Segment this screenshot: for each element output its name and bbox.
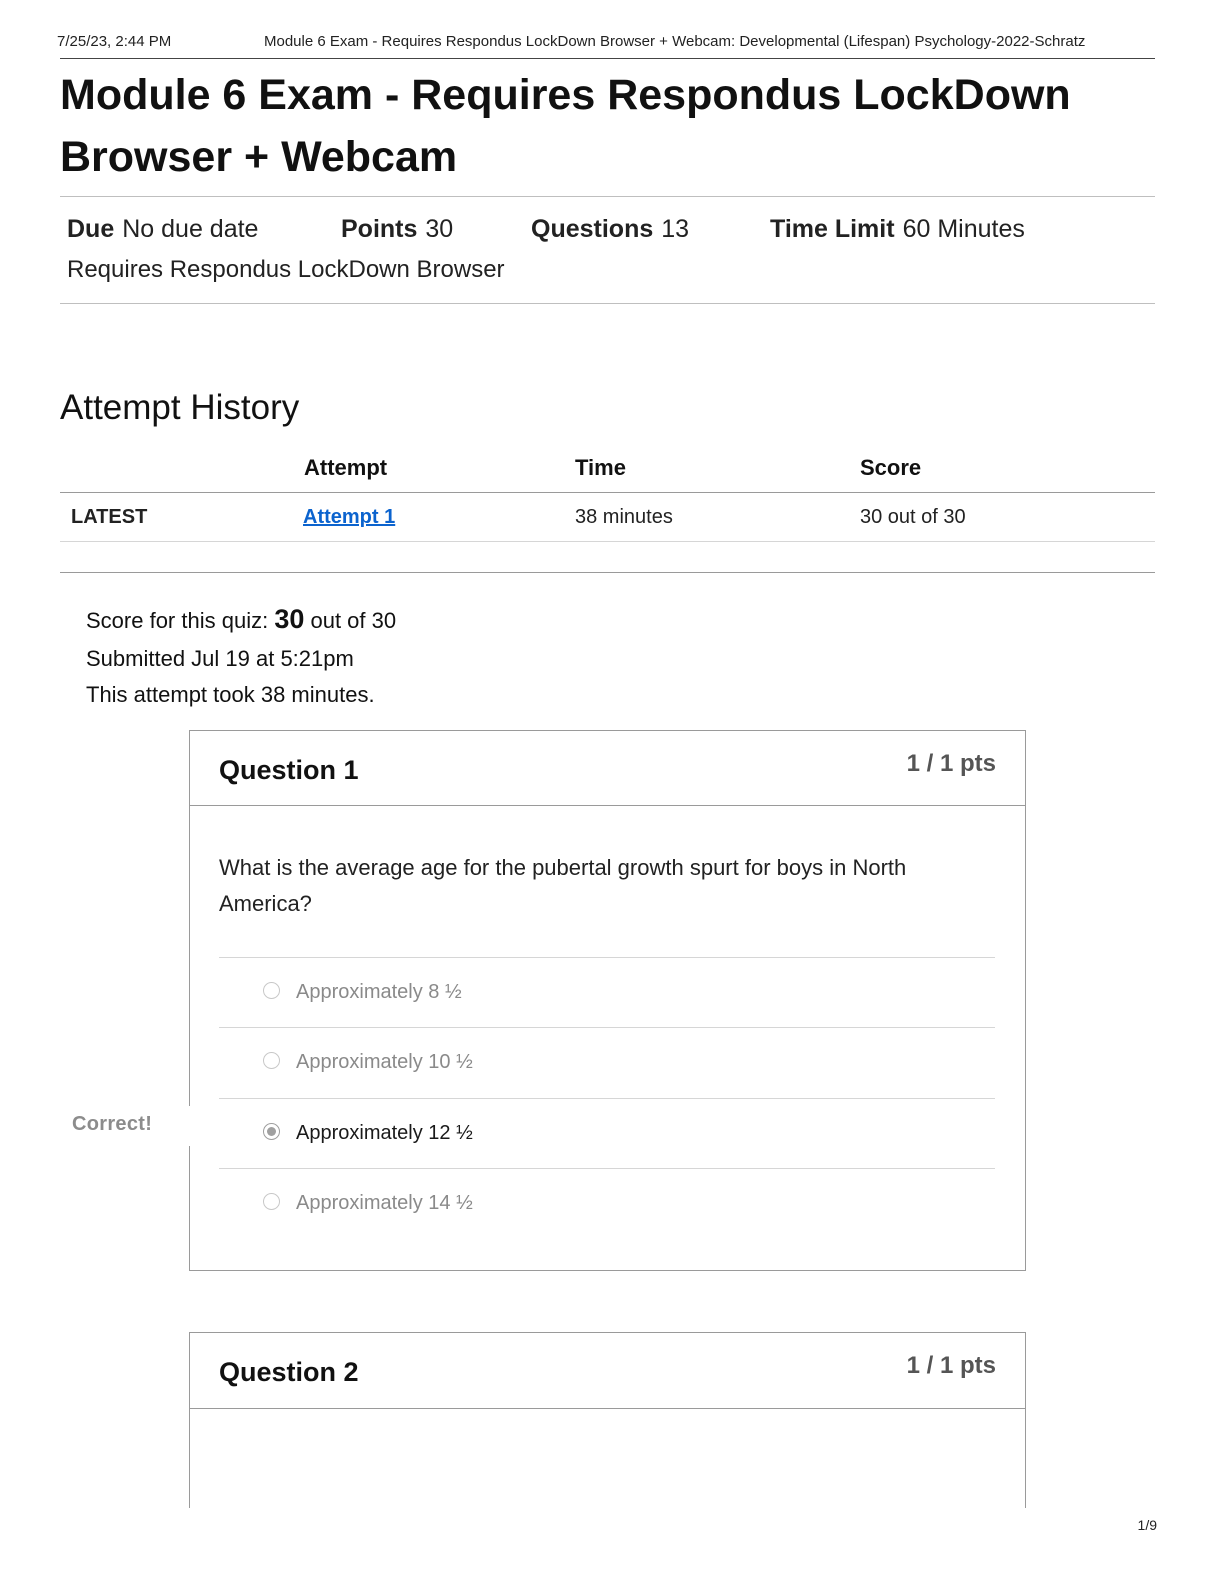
attempt-row-tag: LATEST <box>71 506 148 528</box>
correct-marker-gap <box>188 1106 191 1146</box>
column-header-time: Time <box>575 455 626 480</box>
title-divider <box>60 196 1155 197</box>
answer-option-3 <box>219 1098 995 1169</box>
quiz-score-suffix: out of 30 <box>304 608 397 633</box>
radio-selected-icon <box>263 1123 280 1140</box>
page-number: 1/9 <box>1137 1517 1157 1533</box>
print-page-title: Module 6 Exam - Requires Respondus LockDown Browser + Webcam: Developmental (Lifespan) Psychology-2022-Schratz <box>264 33 1086 50</box>
attempt-duration: This attempt took 38 minutes. <box>86 682 375 707</box>
attempt-row-score: 30 out of 30 <box>860 506 966 528</box>
answer-option-4 <box>219 1168 995 1239</box>
answer-option-1 <box>219 957 995 1028</box>
question-2-card <box>189 1332 1026 1533</box>
exam-title: Module 6 Exam - Requires Respondus LockDown Browser + Webcam <box>60 71 1071 181</box>
meta-questions-label: Questions <box>531 215 654 243</box>
attempt-row-time: 38 minutes <box>575 506 673 528</box>
header-divider <box>60 58 1155 59</box>
question-2-header <box>190 1333 1025 1409</box>
meta-points <box>341 215 453 244</box>
question-2-title: Question 2 <box>219 1357 359 1387</box>
lockdown-note: Requires Respondus LockDown Browser <box>67 256 505 283</box>
answer-option-1-label: Approximately 8 ½ <box>296 981 462 1003</box>
question-1-card <box>189 730 1026 1271</box>
section-divider <box>60 572 1155 573</box>
correct-label: Correct! <box>72 1113 153 1135</box>
print-datetime: 7/25/23, 2:44 PM <box>57 33 172 50</box>
column-header-attempt: Attempt <box>304 455 388 480</box>
attempt-history-heading: Attempt History <box>60 388 300 427</box>
meta-points-label: Points <box>341 215 418 243</box>
meta-points-value: 30 <box>425 215 454 243</box>
radio-icon <box>263 1193 280 1210</box>
answer-option-2-label: Approximately 10 ½ <box>296 1051 473 1073</box>
question-2-points: 1 / 1 pts <box>906 1352 996 1379</box>
quiz-score <box>86 604 396 635</box>
meta-divider <box>60 303 1155 304</box>
meta-questions-value: 13 <box>661 215 690 243</box>
answer-option-3-label: Approximately 12 ½ <box>296 1122 473 1144</box>
table-header-divider <box>60 492 1155 493</box>
meta-time-limit-value: 60 Minutes <box>902 215 1025 243</box>
submitted-time: Submitted Jul 19 at 5:21pm <box>86 646 354 671</box>
meta-due <box>67 215 258 244</box>
attempt-1-link[interactable]: Attempt 1 <box>303 506 396 528</box>
meta-due-value: No due date <box>122 215 259 243</box>
meta-questions <box>531 215 689 244</box>
meta-time-limit <box>770 215 1025 244</box>
column-header-score: Score <box>860 455 922 480</box>
meta-time-limit-label: Time Limit <box>770 215 895 243</box>
quiz-score-value: 30 <box>274 604 305 634</box>
meta-due-label: Due <box>67 215 115 243</box>
radio-icon <box>263 982 280 999</box>
quiz-score-prefix: Score for this quiz: <box>86 608 275 633</box>
answer-option-2 <box>219 1027 995 1098</box>
radio-icon <box>263 1052 280 1069</box>
table-row-divider <box>60 541 1155 542</box>
question-1-points: 1 / 1 pts <box>906 750 996 777</box>
question-1-header <box>190 731 1025 806</box>
answer-option-4-label: Approximately 14 ½ <box>296 1192 473 1214</box>
page-bottom-margin <box>0 1508 1224 1584</box>
question-1-text: What is the average age for the pubertal growth spurt for boys in North America? <box>219 855 907 916</box>
question-1-title: Question 1 <box>219 755 359 785</box>
